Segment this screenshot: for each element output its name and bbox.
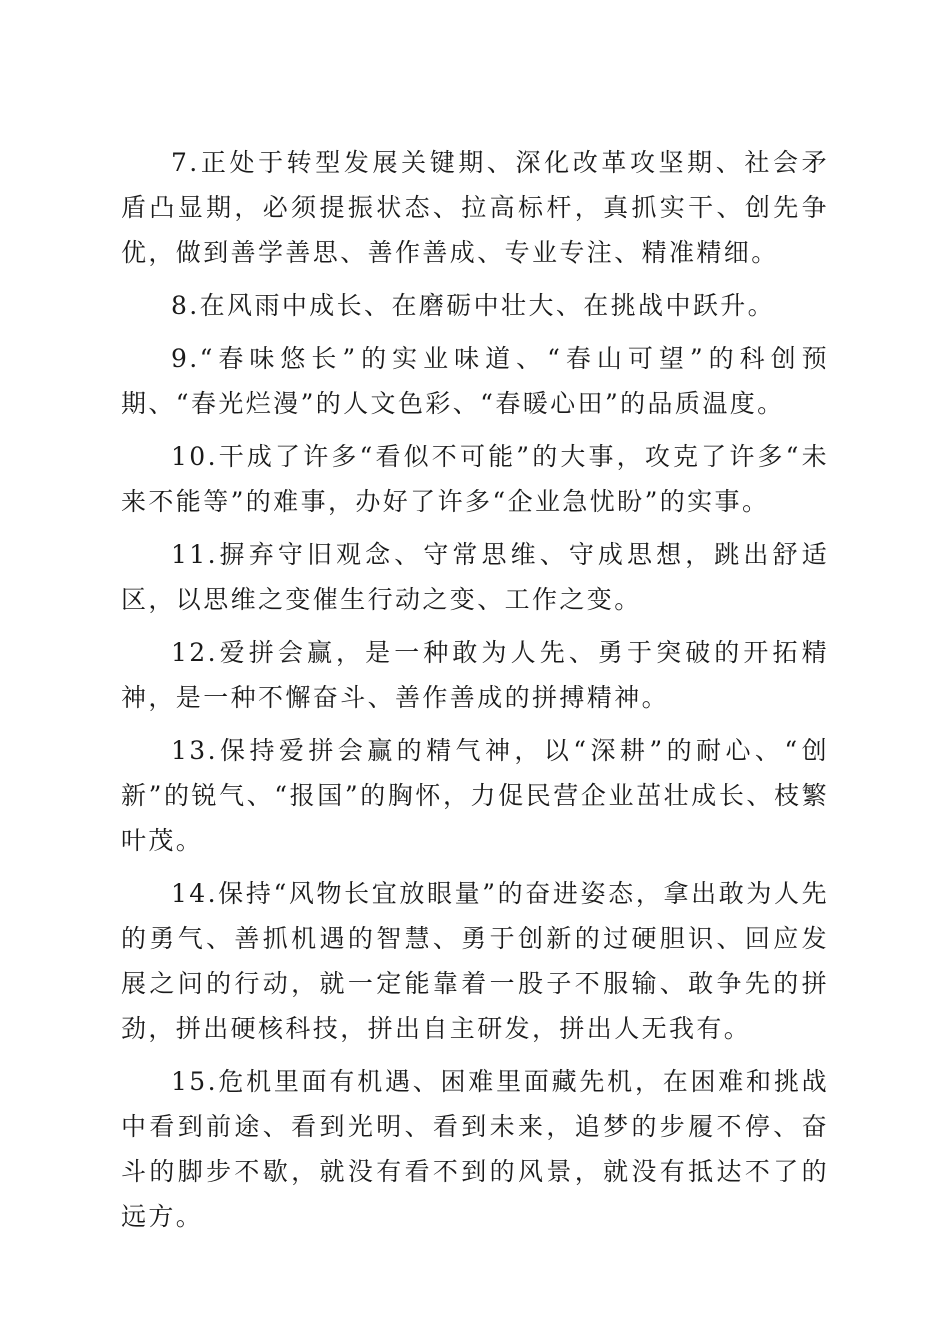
paragraph-12: 12.爱拼会赢，是一种敢为人先、勇于突破的开拓精神，是一种不懈奋斗、善作善成的拼搏精神。 xyxy=(121,638,829,712)
paragraph-11: 11.摒弃守旧观念、守常思维、守成思想，跳出舒适区，以思维之变催生行动之变、工作之变。 xyxy=(121,540,829,614)
document-body xyxy=(121,140,829,1247)
paragraph-15: 15.危机里面有机遇、困难里面藏先机，在困难和挑战中看到前途、看到光明、看到未来，追梦的步履不停、奋斗的脚步不歇，就没有看不到的风景，就没有抵达不了的远方。 xyxy=(121,1067,829,1231)
paragraph-14: 14.保持“风物长宜放眼量”的奋进姿态，拿出敢为人先的勇气、善抓机遇的智慧、勇于创新的过硬胆识、回应发展之问的行动，就一定能靠着一股子不服输、敢争先的拼劲，拼出硬核科技，拼出自主研发，拼出人无我有。 xyxy=(121,879,829,1043)
paragraph-13: 13.保持爱拼会赢的精气神，以“深耕”的耐心、“创新”的锐气、“报国”的胸怀，力促民营企业茁壮成长、枝繁叶茂。 xyxy=(121,736,829,855)
paragraph-10: 10.干成了许多“看似不可能”的大事，攻克了许多“未来不能等”的难事，办好了许多“企业急忧盼”的实事。 xyxy=(121,442,829,516)
paragraph-7: 7.正处于转型发展关键期、深化改革攻坚期、社会矛盾凸显期，必须提振状态、拉高标杆，真抓实干、创先争优，做到善学善思、善作善成、专业专注、精准精细。 xyxy=(121,148,829,267)
paragraph-8: 8.在风雨中成长、在磨砺中壮大、在挑战中跃升。 xyxy=(171,291,776,320)
paragraph-9: 9.“春味悠长”的实业味道、“春山可望”的科创预期、“春光烂漫”的人文色彩、“春暖心田”的品质温度。 xyxy=(121,344,829,418)
